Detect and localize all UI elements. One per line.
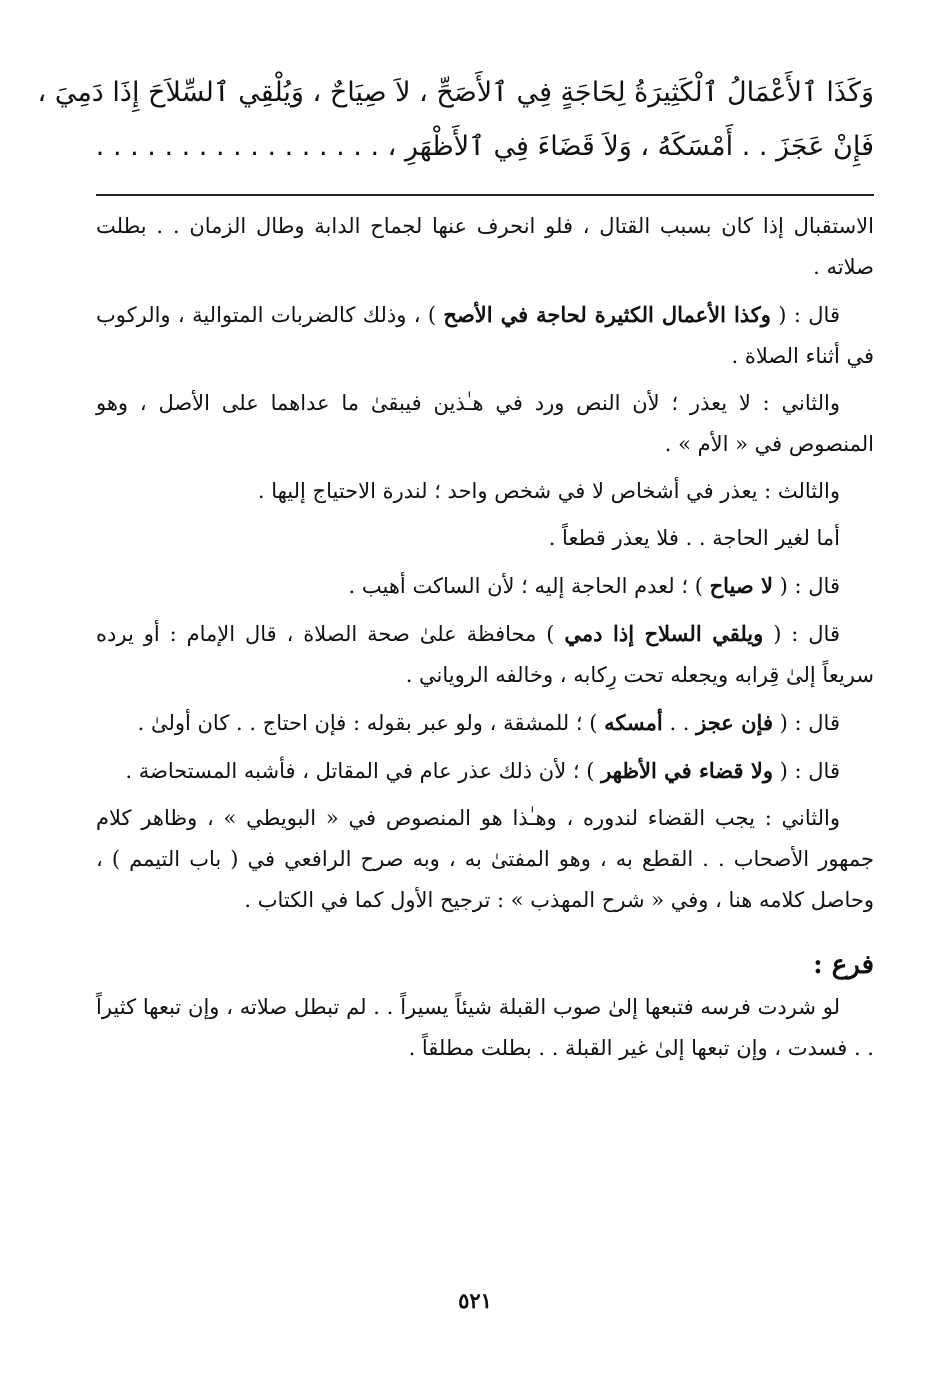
quote-open: قال : ( [763, 622, 840, 646]
quoted-matn: وكذا الأعمال الكثيرة لحاجة في الأصح [443, 302, 771, 327]
commentary-paragraph-4: والثالث : يعذر في أشخاص لا في شخص واحد ؛ لندرة الاحتياج إليها . [257, 479, 840, 503]
quote-rest: ) ؛ للمشقة ، ولو عبر بقوله : فإن احتاج . . كان أولىٰ . [137, 711, 605, 735]
commentary-paragraph-8 [96, 702, 874, 744]
main-text-line-1: وَكَذَا ٱلأَعْمَالُ ٱلْكَثِيرَةُ لِحَاجَةٍ فِي ٱلأَصَحِّ ، لاَ صِيَاحٌ ، وَيُلْقِي ٱلسِّلاَحَ إِذَا دَمِيَ ، [37, 77, 874, 108]
quoted-matn: فإن عجز [696, 710, 773, 735]
commentary [96, 206, 874, 1069]
commentary-paragraph-1: الاستقبال إذا كان بسبب القتال ، فلو انحرف عنها لجماح الدابة وطال الزمان . . بطلت صلاته . [96, 214, 874, 279]
page-content [37, 66, 874, 1075]
quoted-matn: لا صياح [709, 573, 773, 598]
main-text [37, 66, 874, 174]
quote-rest: ) ؛ لأن ذلك عذر عام في المقاتل ، فأشبه المستحاضة . [125, 759, 602, 783]
quote-open: قال : ( [773, 574, 840, 598]
quote-rest: ) ، وذلك كالضربات المتوالية ، والركوب في أثناء الصلاة . [96, 303, 874, 368]
commentary-paragraph-7 [96, 613, 874, 696]
quote-separator: . . [662, 711, 697, 735]
quote-open: قال : ( [773, 711, 840, 735]
quote-rest: ) ؛ لعدم الحاجة إليه ؛ لأن الساكت أهيب . [348, 574, 710, 598]
quoted-matn: ولا قضاء في الأظهر [601, 758, 773, 783]
commentary-paragraph-10: والثاني : يجب القضاء لندوره ، وهـٰذا هو المنصوص في « البويطي » ، وظاهر كلام جمهور الأصحاب . . القطع به ، وهو المفتىٰ به ، وبه صرح الرافعي في ( باب التيمم ) ، وحاصل كلامه هنا ، وفي « شرح المهذب » : ترجيح الأول كما في الكتاب . [96, 806, 874, 912]
quote-open: قال : ( [770, 303, 840, 327]
far-paragraph: لو شردت فرسه فتبعها إلىٰ صوب القبلة شيئاً يسيراً . . لم تبطل صلاته ، وإن تبعها كثيراً . . فسدت ، وإن تبعها إلىٰ غير القبلة . . بطلت مطلقاً . [96, 995, 874, 1060]
quoted-matn: أمسكه [604, 710, 663, 735]
commentary-paragraph-2 [96, 294, 874, 377]
commentary-paragraph-6 [96, 565, 874, 607]
main-text-line-2: فَإِنْ عَجَزَ . . أَمْسَكَهُ ، وَلاَ قَضَاءَ فِي ٱلأَظْهَرِ ، . . . . . . . . . . . . . . . . . [95, 131, 874, 162]
page-number: ٥٢١ [458, 1288, 492, 1313]
commentary-paragraph-5: أما لغير الحاجة . . فلا يعذر قطعاً . [548, 526, 840, 550]
divider-line [96, 194, 874, 196]
section-heading-far: فرع : [813, 950, 874, 980]
commentary-paragraph-9 [96, 750, 874, 792]
quoted-matn: ويلقي السلاح إذا دمي [564, 621, 764, 646]
commentary-paragraph-3: والثاني : لا يعذر ؛ لأن النص ورد في هـٰذين فيبقىٰ ما عداهما على الأصل ، وهو المنصوص في « الأم » . [96, 391, 874, 456]
quote-open: قال : ( [773, 759, 840, 783]
quote-rest: ) محافظة علىٰ صحة الصلاة ، قال الإمام : أو يرده سريعاً إلىٰ قِرابه ويجعله تحت رِكابه ، وخالفه الروياني . [96, 622, 874, 687]
